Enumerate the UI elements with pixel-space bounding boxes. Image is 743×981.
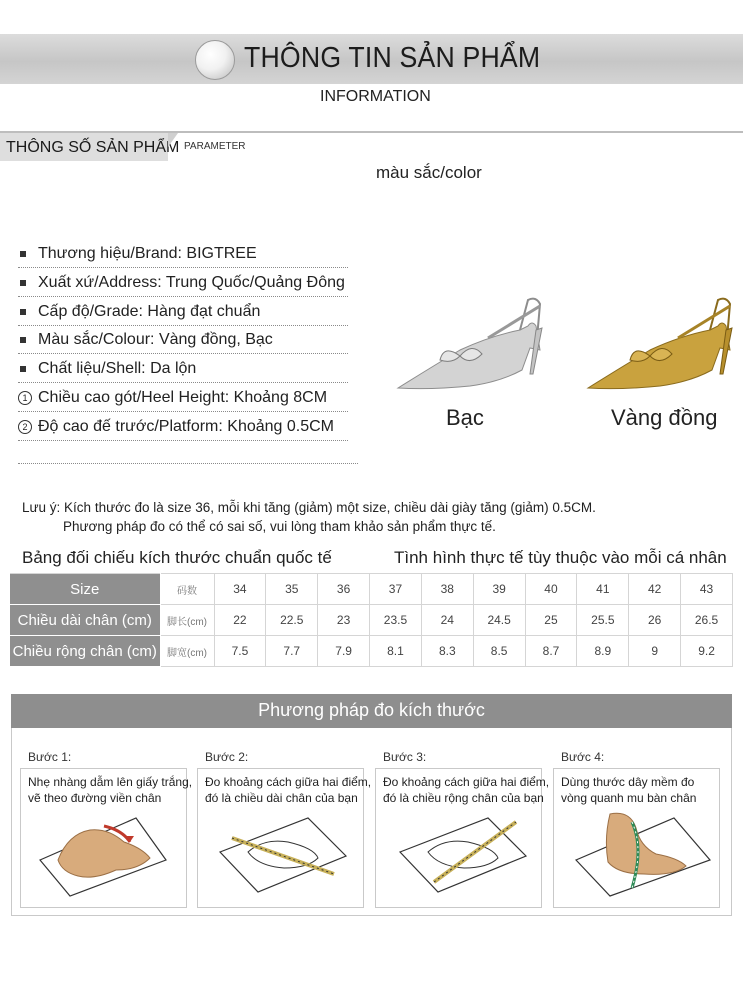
spec-item — [18, 355, 348, 383]
product-shoes-image — [390, 290, 740, 400]
spec-item — [18, 269, 348, 297]
step-text: đó là chiều dài chân của bạn — [205, 791, 358, 805]
step-label: Bước 3: — [383, 750, 427, 764]
table-cell: 22.5 — [266, 605, 318, 636]
step-label: Bước 4: — [561, 750, 605, 764]
table-cell: 43 — [681, 574, 733, 605]
gold-shoe-icon — [588, 299, 732, 389]
page-subtitle: INFORMATION — [320, 88, 431, 105]
square-bullet-icon — [20, 280, 26, 286]
page-title: THÔNG TIN SẢN PHẨM — [244, 42, 541, 74]
row-cn-label: 码数 — [160, 574, 214, 605]
square-bullet-icon — [20, 337, 26, 343]
color-label: màu sắc/color — [376, 163, 482, 182]
table-cell: 7.5 — [214, 636, 266, 667]
table-cell: 7.9 — [318, 636, 370, 667]
width-measure-icon — [398, 812, 528, 896]
parameter-subtitle: PARAMETER — [184, 141, 246, 152]
table-cell: 25.5 — [577, 605, 629, 636]
spec-item — [18, 413, 348, 441]
table-cell: 42 — [629, 574, 681, 605]
table-cell: 34 — [214, 574, 266, 605]
square-bullet-icon — [20, 251, 26, 257]
spec-item — [18, 384, 348, 412]
step-text: Đo khoảng cách giữa hai điểm, — [383, 775, 550, 789]
instep-measure-icon — [574, 808, 714, 898]
size-table — [10, 573, 733, 667]
table-cell: 8.9 — [577, 636, 629, 667]
spec-item — [18, 240, 348, 268]
spec-text: Màu sắc/Colour: Vàng đồng, Bạc — [38, 330, 273, 348]
spec-text: Cấp độ/Grade: Hàng đạt chuẩn — [38, 302, 261, 320]
table-cell: 8.5 — [473, 636, 525, 667]
length-measure-icon — [218, 812, 348, 896]
spec-text: Chất liệu/Shell: Da lộn — [38, 359, 197, 377]
circled-number-icon: 2 — [18, 420, 32, 434]
size-table-title: Bảng đối chiếu kích thước chuẩn quốc tế — [22, 548, 332, 567]
silver-shoe-icon — [398, 299, 542, 389]
table-cell: 8.7 — [525, 636, 577, 667]
spec-text: Xuất xứ/Address: Trung Quốc/Quảng Đông — [38, 273, 345, 291]
note-line-1: Lưu ý: Kích thước đo là size 36, mỗi khi tăng (giảm) một size, chiều dài giày tăng (giảm) 0.5CM. — [22, 500, 596, 515]
step-text: Dùng thước dây mềm đo — [561, 775, 695, 789]
table-cell: 9.2 — [681, 636, 733, 667]
table-cell: 36 — [318, 574, 370, 605]
note-line-2: Phương pháp đo có thể có sai số, vui lòng tham khảo sản phẩm thực tế. — [63, 519, 496, 534]
parameter-tab-corner — [168, 133, 178, 147]
table-cell: 41 — [577, 574, 629, 605]
row-header: Chiều dài chân (cm) — [10, 605, 160, 636]
step-text: Nhẹ nhàng dẫm lên giấy trắng, — [28, 775, 193, 789]
table-cell: 22 — [214, 605, 266, 636]
table-cell: 24.5 — [473, 605, 525, 636]
spec-item — [18, 326, 348, 354]
row-header: Chiều rộng chân (cm) — [10, 636, 160, 667]
step-label: Bước 1: — [28, 750, 72, 764]
table-cell: 25 — [525, 605, 577, 636]
spec-text: Chiều cao gót/Heel Height: Khoảng 8CM — [38, 388, 328, 406]
table-cell: 8.1 — [370, 636, 422, 667]
row-cn-label: 脚长(cm) — [160, 605, 214, 636]
table-cell: 8.3 — [421, 636, 473, 667]
step-text: Đo khoảng cách giữa hai điểm, — [205, 775, 372, 789]
parameter-title: THÔNG SỐ SẢN PHẨM — [6, 139, 180, 156]
row-cn-label: 脚宽(cm) — [160, 636, 214, 667]
table-cell: 37 — [370, 574, 422, 605]
table-cell: 9 — [629, 636, 681, 667]
spec-text: Thương hiệu/Brand: BIGTREE — [38, 244, 257, 262]
table-cell: 35 — [266, 574, 318, 605]
table-cell: 38 — [421, 574, 473, 605]
table-cell: 39 — [473, 574, 525, 605]
table-row — [10, 605, 733, 636]
table-cell: 7.7 — [266, 636, 318, 667]
square-bullet-icon — [20, 366, 26, 372]
step-text: vẽ theo đường viền chân — [28, 791, 162, 805]
size-table-caption: Tình hình thực tế tùy thuộc vào mỗi cá nhân — [394, 548, 727, 567]
step-text: vòng quanh mu bàn chân — [561, 791, 697, 805]
table-row — [10, 636, 733, 667]
spec-text: Độ cao đế trước/Platform: Khoảng 0.5CM — [38, 417, 334, 435]
shoe-color-gold: Vàng đồng — [611, 405, 718, 430]
square-bullet-icon — [20, 309, 26, 315]
row-header: Size — [10, 574, 160, 605]
table-row — [10, 574, 733, 605]
table-cell: 23 — [318, 605, 370, 636]
foot-outline-icon — [38, 808, 168, 898]
table-cell: 40 — [525, 574, 577, 605]
circled-number-icon: 1 — [18, 391, 32, 405]
table-cell: 23.5 — [370, 605, 422, 636]
step-label: Bước 2: — [205, 750, 249, 764]
spec-divider — [18, 463, 358, 464]
table-cell: 26.5 — [681, 605, 733, 636]
header-circle-icon — [195, 40, 235, 80]
table-cell: 24 — [421, 605, 473, 636]
spec-item — [18, 298, 348, 326]
step-text: đó là chiều rộng chân của bạn — [383, 791, 544, 805]
method-title: Phương pháp đo kích thước — [258, 700, 485, 720]
table-cell: 26 — [629, 605, 681, 636]
shoe-color-silver: Bạc — [446, 405, 484, 430]
